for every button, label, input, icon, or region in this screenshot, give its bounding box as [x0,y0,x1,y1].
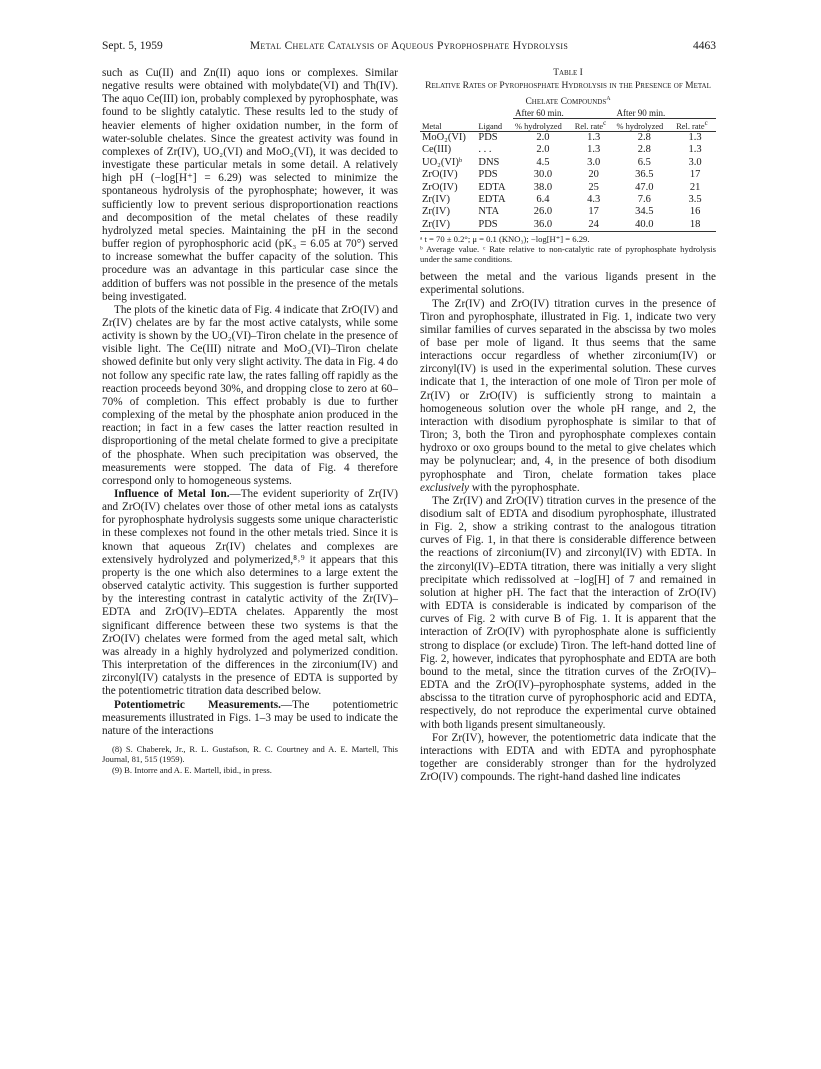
pct-60-cell: 2.0 [536,144,550,156]
ligand-cell: PDS [478,169,498,181]
ligand-cell: EDTA [478,193,506,205]
rel-90-cell: 18 [674,219,716,232]
paragraph-text: —The evident superiority of Zr(IV) and ZrO(IV) chelates over those of other metal ions as catalysts for pyrophosphate hydrolysis suggests some unique characteristic in these complexes not found in the other metals tried. Since it is known that aqueous Zr(IV) chelates and complexes are extensively hydrolyzed and polymerized,⁸˒⁹ it appears that this property is the one which also determines to a large extent the observed catalytic activity. This suggestion is further supported by the interesting contrast in catalytic activity of the Zr(IV)–EDTA and ZrO(IV)–EDTA chelates. Apparently the most significant difference between these two systems is that the ZrO(IV) chelates were formed from the aged metal salt, which was already in a highly hydrolyzed and polymerized condition. This interpretation of the differences in the zirconium(IV) and zirconyl(IV) catalysts in the presence of EDTA is supported by the potentiometric titration data described below. [102,488,398,698]
pct-60-cell: 26.0 [533,206,553,218]
metal-cell: Zr(IV) [422,193,450,205]
ligand-cell: . . . [478,144,492,156]
table-row [420,131,716,144]
pct-90-cell: 2.8 [637,144,651,156]
paragraph: For Zr(IV), however, the potentiometric data indicate that the interactions with EDTA and with EDTA and pyrophosphate together are considerably stronger than for the hydrolyzed ZrO(IV) compounds. The right-hand dashed line indicates [420,731,716,784]
rel-90-cell: 3.0 [688,156,702,168]
metal-cell: ZrO(IV) [422,181,458,193]
ligand-cell: PDS [478,131,498,143]
pct-90-cell: 34.5 [635,206,654,218]
metal-cell: ZrO(IV) [422,169,458,181]
metal-cell: UO₂(VI)ᵇ [422,156,463,168]
footnotes [102,744,398,776]
col-pct-90: % hydrolyzed [615,119,675,132]
ligand-cell: NTA [478,206,500,218]
pct-90-cell: 2.8 [637,131,651,143]
pct-60-cell: 6.4 [536,193,550,205]
col-rel-90-text: Rel. rate [676,121,705,131]
paragraph [102,699,398,738]
rel-60-cell: 25 [588,181,599,193]
pct-60-cell: 30.0 [533,169,553,181]
pct-90-cell: 6.5 [637,156,651,168]
header-date: Sept. 5, 1959 [102,40,163,52]
right-text [420,271,716,784]
group-header-90: After 90 min. [615,109,717,119]
ligand-cell: DNS [478,156,500,168]
table-row [420,182,716,194]
emphasis: exclusively [420,481,470,494]
rel-60-cell: 1.3 [587,131,601,143]
pct-60-cell: 4.5 [536,156,550,168]
paragraph [102,488,398,699]
rel-60-cell: 1.3 [587,144,601,156]
rel-60-cell: 4.3 [587,193,601,205]
rel-60-cell: 24 [573,219,615,232]
paragraph: The Zr(IV) and ZrO(IV) titration curves in the presence of the disodium salt of EDTA and disodium pyrophosphate, illustrated in Fig. 2, show a striking contrast to the analogous titration curves of Fig. 1, in that there is considerable difference between the reactions of zirconium(IV) and zirconyl(IV) with EDTA. In the zirconyl(IV)–EDTA titration, there was initially a very slight precipitate which redissolved at −log[H] of 7 and remained in solution at higher pH. The fact that the interaction of ZrO(IV) with EDTA is considerable is indicated by comparison of the curves of Fig. 2 with curve B of Fig. 1. It is apparent that the interaction of ZrO(IV) with pyrophosphate alone is sufficiently strong to displace (or exclude) Tiron. The left-hand dotted line of Fig. 2, however, indicates that pyrophosphate and EDTA are both bound to the metal, since the titration curves of the ZrO(IV)–EDTA and the ZrO(IV)–pyrophosphate systems, added in the abscissa to the titration curve of pyrophosphoric acid and EDTA, respectively, do not reproduce the experimental curve obtained with both ligands present simultaneously. [420,494,716,731]
rel-60-cell: 17 [588,206,599,218]
metal-cell: Zr(IV) [420,219,476,232]
pct-60-cell: 2.0 [536,131,550,143]
col-pct-60: % hydrolyzed [513,119,573,132]
paragraph-text: The Zr(IV) and ZrO(IV) titration curves in the presence of Tiron and pyrophosphate, illustrated in Fig. 1, indicate two very similar families of curves separated in the abscissa by two moles of base per mole of ligand. It thus seems that the same interactions occur regardless of whether zirconium(IV) or zirconyl(IV) is used in the experimental solution. These curves indicate that 1, the interaction of one mole of Tiron per mole of Zr(IV) or ZrO(IV) is sufficiently strong to maintain a homogeneous solution over the whole pH range, and 2, the interaction with disodium pyrophosphate is similar to that of Tiron; 3, both the Tiron and pyrophosphate complexes contain hydroxo or oxo groups bound to the metal to give chelates which may be polynuclear; and, 4, in the presence of both disodium pyrophosphate and Tiron, chelate formation takes place [420,297,716,481]
table-row [420,206,716,218]
table-body [420,131,716,231]
paragraph: such as Cu(II) and Zn(II) aquo ions or complexes. Similar negative results were obtained with molybdate(VI) and Th(IV). The aquo Ce(III) ion, probably complexed by pyrophosphate, was found to be slightly catalytic. These results led to the study of heavier elements of higher oxidation number, in the form of water-soluble chelates. Since the greatest activity was found in complexes of Zr(IV), UO₂(VI) and MoO₂(VI), it was decided to investigate these particular metals in some detail. A relatively high pH (−log[H⁺] = 6.29) was selected to minimize the spontaneous hydrolysis of the pyrophosphate; however, it was sufficiently low to prevent serious disproportionation reactions and decomposition of the metal chelates of these readily hydrolyzed metal species. Maintaining the pH in the second buffer region of pyrophosphoric acid (pK₃ = 6.05 at 70°) served to increase somewhat the buffer capacity of the solution. This procedure was an advantage in this particular case since the addition of buffers was not possible in the presence of the metals being investigated. [102,67,398,303]
col-rel-60-mark: c [603,119,607,128]
table-row [420,144,716,156]
table-notes [420,234,716,264]
metal-cell: Zr(IV) [422,206,450,218]
col-ligand: Ligand [476,119,513,132]
section-heading: Potentiometric Measurements. [114,698,281,711]
metal-cell: Ce(III) [422,144,452,156]
rel-60-cell: 20 [588,169,599,181]
table-row [420,219,716,232]
footnote-9: (9) B. Intorre and A. E. Martell, ibid., in press. [112,764,272,775]
paragraph: The plots of the kinetic data of Fig. 4 indicate that ZrO(IV) and Zr(IV) chelates are by far the most active catalysts, while some activity is shown by the UO₂(VI)–Tiron chelate in the presence of visible light. The Ce(III) nitrate and MoO₂(VI)–Tiron chelate showed definite but only very slight activity. The data in Fig. 4 do not follow any specific rate law, the rates falling off rapidly as the reaction proceeds beyond 30%, and dropping close to zero at 60–70% of completion. This effect probably is due to further complexing of the metal by the phosphate anion produced in the reaction; in fact in a few cases the latter reaction resulted in disproportioning of the metal chelate formed to give a precipitate of the phosphate. When such precipitation was observed, the measurements were stopped. The data of Fig. 4 therefore correspond only to homogeneous systems. [102,303,398,487]
rel-90-cell: 3.5 [688,193,702,205]
section-heading: Influence of Metal Ion. [114,488,230,500]
paragraph-text: with the pyrophosphate. [471,481,580,494]
table-row [420,157,716,169]
group-header-60: After 60 min. [513,109,614,119]
pct-60-cell: 38.0 [533,181,553,193]
rel-90-cell: 21 [689,181,701,193]
rel-90-cell: 1.3 [688,144,702,156]
table-note-a: ᵃ t = 70 ± 0.2°; μ = 0.1 (KNO₃); −log[H⁺] = 6.29. [420,234,590,245]
left-column [102,67,398,775]
col-rel-60 [573,119,615,132]
page-number: 4463 [693,40,716,52]
col-rel-60-text: Rel. rate [574,121,604,131]
pct-90-cell: 47.0 [635,181,654,193]
ligand-cell: EDTA [478,181,506,193]
metal-cell: MoO₂(VI) [422,131,466,143]
rel-90-cell: 17 [689,169,701,181]
running-header [102,38,716,54]
table-caption [420,81,716,108]
right-column [420,67,716,784]
paragraph-text: —The potentiometric measurements illustrated in Figs. 1–3 may be used to indicate the nature of the interactions [102,698,399,737]
paragraph [420,298,716,495]
rates-table [420,109,716,232]
header-title: Metal Chelate Catalysis of Aqueous Pyrophosphate Hydrolysis [249,40,569,52]
table-row [420,169,716,181]
table-label: Table I [553,68,583,78]
rel-90-cell: 1.3 [688,131,702,143]
ligand-cell: PDS [476,219,513,232]
pct-90-cell: 40.0 [615,219,675,232]
footnote-8: (8) S. Chaberek, Jr., R. L. Gustafson, R. C. Courtney and A. E. Martell, This Journal, 81, 515 (1959). [102,743,398,765]
pct-60-cell: 36.0 [513,219,573,232]
table-caption-mark: a [606,93,611,102]
rel-60-cell: 3.0 [587,156,601,168]
col-metal: Metal [420,119,476,132]
paragraph: between the metal and the various ligands present in the experimental solutions. [420,271,716,297]
table-caption-text: Relative Rates of Pyrophosphate Hydrolysis in the Presence of Metal Chelate Compounds [425,81,711,108]
col-rel-90 [674,119,716,132]
pct-90-cell: 36.5 [635,169,654,181]
rel-90-cell: 16 [689,206,701,218]
table-note-b: ᵇ Average value. ᶜ Rate relative to non-catalytic rate of pyrophosphate hydrolysis under the same conditions. [420,244,716,265]
col-rel-90-mark: c [704,119,708,128]
table-row [420,194,716,206]
pct-90-cell: 7.6 [637,193,651,205]
